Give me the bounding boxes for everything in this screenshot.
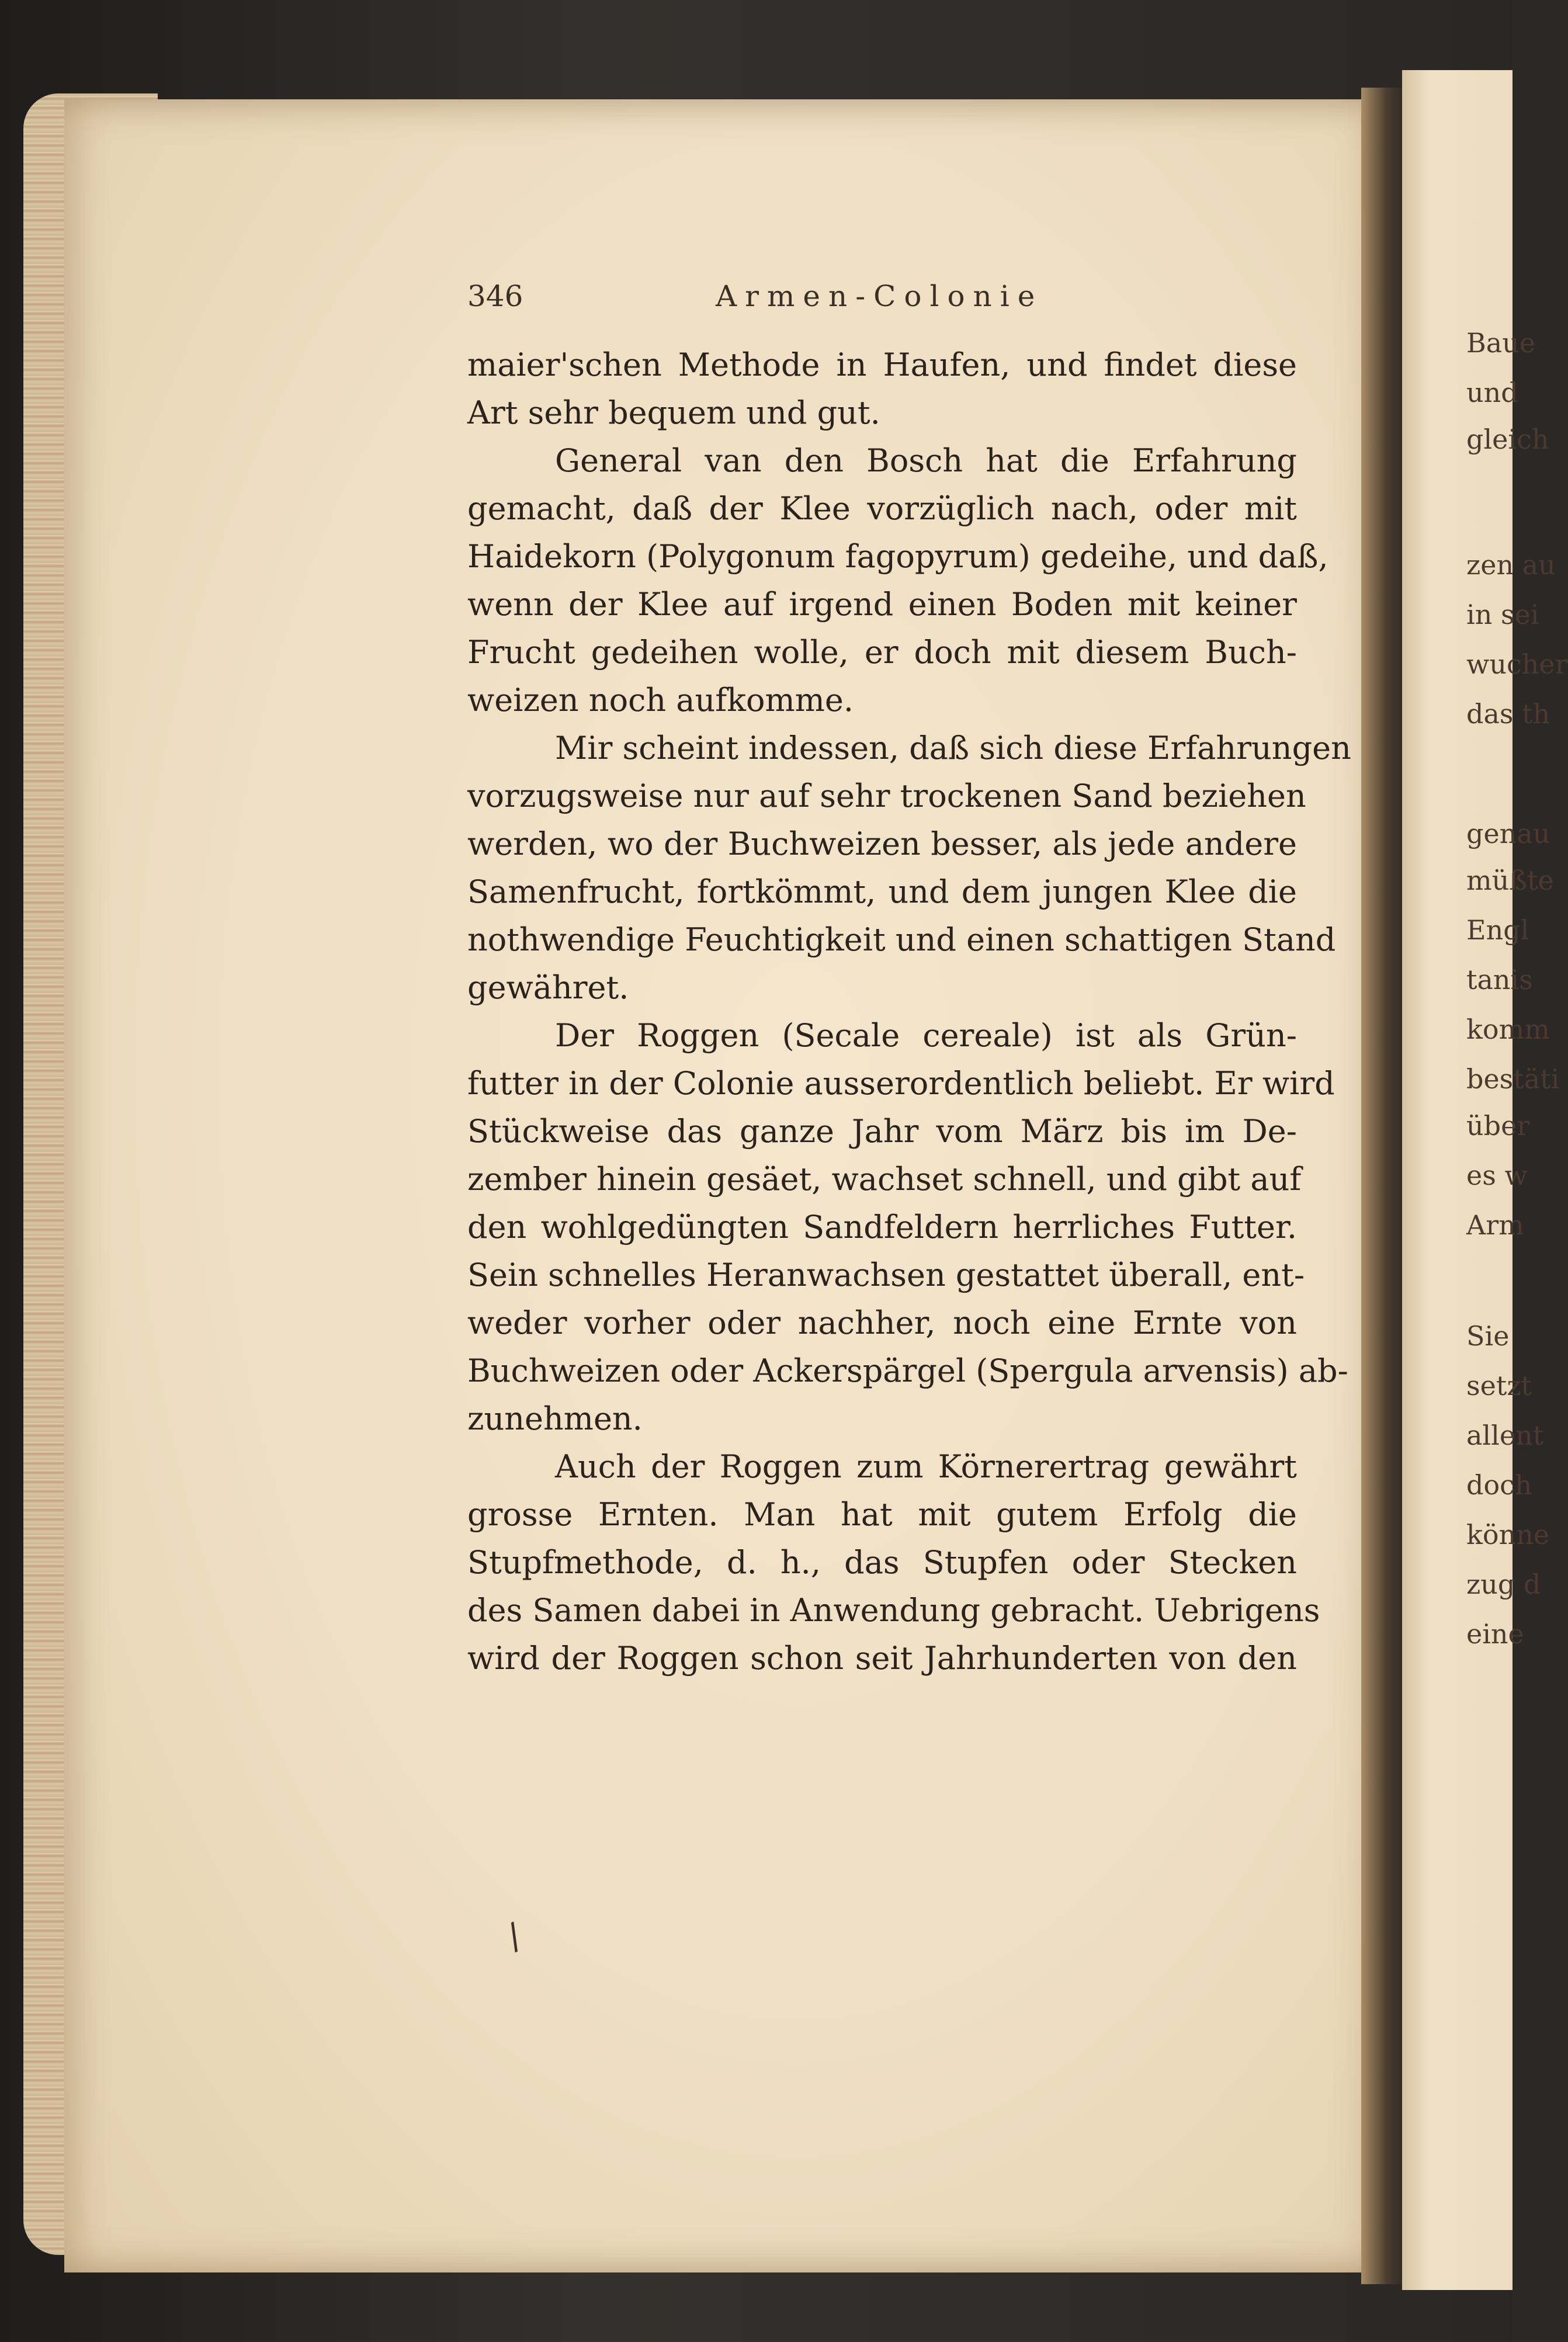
text-line: zember hinein gesäet, wachset schnell, und gibt auf xyxy=(467,1161,1302,1198)
text-line: General van den Bosch hat die Erfahrung xyxy=(555,442,1297,479)
facing-page-fragment: wucher xyxy=(1466,648,1568,680)
text-line: Art sehr bequem und gut. xyxy=(467,394,880,431)
facing-page-fragment: setzt xyxy=(1466,1370,1532,1401)
text-line: Mir scheint indessen, daß sich diese Erfahrungen xyxy=(555,730,1351,766)
facing-page-fragment: Baue xyxy=(1466,327,1536,359)
facing-page-fragment: zug d xyxy=(1466,1569,1541,1600)
text-line: vorzugsweise nur auf sehr trockenen Sand beziehen xyxy=(467,778,1306,814)
text-line: Buchweizen oder Ackerspärgel (Spergula arvensis) ab- xyxy=(467,1352,1348,1389)
text-line: grosse Ernten. Man hat mit gutem Erfolg die xyxy=(467,1496,1297,1533)
text-line: den wohlgedüngten Sandfeldern herrliches Futter. xyxy=(467,1209,1297,1245)
text-line: Sein schnelles Heranwachsen gestattet überall, ent- xyxy=(467,1257,1305,1293)
facing-page-fragment: tanis xyxy=(1466,964,1533,995)
text-line: futter in der Colonie ausserordentlich beliebt. Er wird xyxy=(467,1065,1335,1102)
facing-page-fragment: gleich xyxy=(1466,424,1549,455)
facing-page-fragment: Arm xyxy=(1466,1209,1524,1241)
facing-page-fragment: Engl xyxy=(1466,914,1529,946)
running-head: Armen-Colonie xyxy=(716,279,1043,313)
text-line: wenn der Klee auf irgend einen Boden mit keiner xyxy=(467,586,1297,623)
text-line: werden, wo der Buchweizen besser, als jede andere xyxy=(467,825,1297,862)
facing-page-fragment: allent xyxy=(1466,1420,1544,1451)
facing-page-fragment: in sei xyxy=(1466,599,1539,630)
text-line: gemacht, daß der Klee vorzüglich nach, oder mit xyxy=(467,490,1297,527)
text-line: Auch der Roggen zum Körnerertrag gewährt xyxy=(555,1448,1297,1485)
facing-page-fragment: müßte xyxy=(1466,865,1554,896)
text-line: zunehmen. xyxy=(467,1400,643,1437)
facing-page-fragment: über xyxy=(1466,1110,1530,1141)
text-line: des Samen dabei in Anwendung gebracht. Uebrigens xyxy=(467,1592,1320,1629)
text-line: weizen noch aufkomme. xyxy=(467,682,854,719)
facing-page-fragment: eine xyxy=(1466,1618,1524,1650)
book-gutter xyxy=(1361,88,1408,2284)
facing-page-fragment: zen au xyxy=(1466,549,1556,581)
text-line: Der Roggen (Secale cereale) ist als Grün- xyxy=(555,1017,1297,1054)
facing-page-fragment: es w xyxy=(1466,1160,1528,1191)
text-line: Stupfmethode, d. h., das Stupfen oder Stecken xyxy=(467,1544,1297,1581)
page-header xyxy=(467,279,1297,314)
text-line: Stückweise das ganze Jahr vom März bis im De- xyxy=(467,1113,1297,1150)
facing-page-fragment: das th xyxy=(1466,698,1550,730)
text-line: maier'schen Methode in Haufen, und findet diese xyxy=(467,346,1297,383)
text-line: Haidekorn (Polygonum fagopyrum) gedeihe, und daß, xyxy=(467,538,1328,575)
text-line: Samenfrucht, fortkömmt, und dem jungen Klee die xyxy=(467,873,1297,910)
facing-page-fragment: könne xyxy=(1466,1519,1550,1550)
text-line: nothwendige Feuchtigkeit und einen schattigen Stand xyxy=(467,921,1336,958)
facing-page-fragment: doch xyxy=(1466,1469,1532,1501)
text-line: Frucht gedeihen wolle, er doch mit diesem Buch- xyxy=(467,634,1297,671)
text-line: weder vorher oder nachher, noch eine Ernte von xyxy=(467,1304,1297,1341)
text-line: gewähret. xyxy=(467,969,629,1006)
facing-page-fragment: komm xyxy=(1466,1014,1550,1045)
facing-page-fragment: Sie xyxy=(1466,1320,1510,1352)
facing-page-fragment: und xyxy=(1466,377,1518,408)
facing-page-fragment: genau xyxy=(1466,818,1550,849)
page-number: 346 xyxy=(467,279,523,313)
pencil-mark: / xyxy=(500,1916,529,1958)
facing-page-fragment: bestäti xyxy=(1466,1063,1560,1095)
text-line: wird der Roggen schon seit Jahrhunderten von den xyxy=(467,1640,1297,1677)
